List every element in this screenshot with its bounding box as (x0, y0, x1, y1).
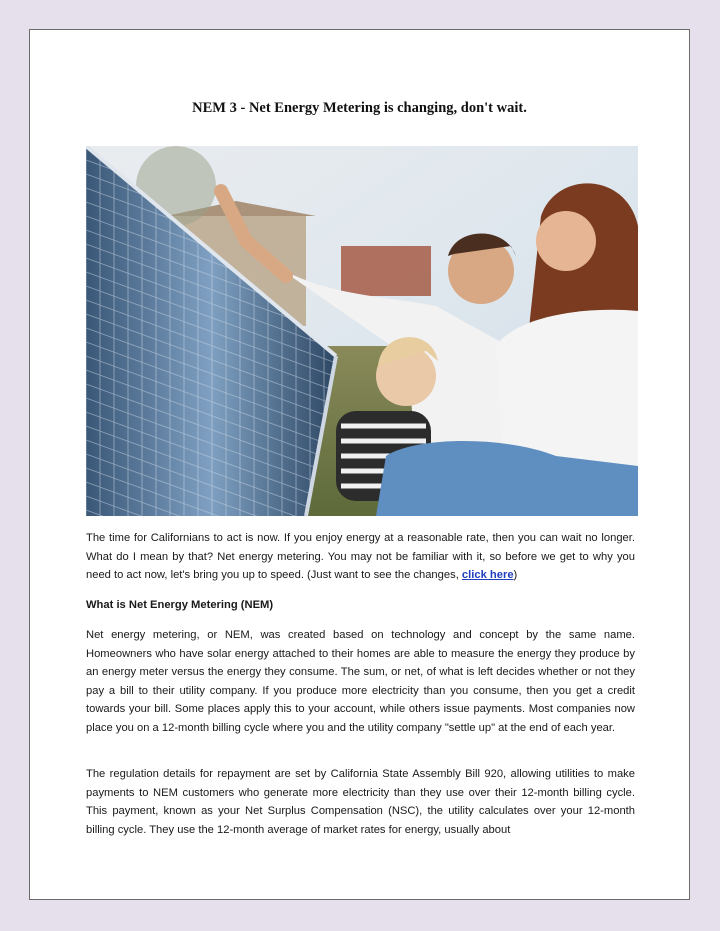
family-solar-panel-photo (86, 146, 638, 516)
intro-paragraph (86, 529, 635, 585)
paragraph-nem-definition: Net energy metering, or NEM, was created based on technology and concept by the same name. Homeowners who have solar energy attached to their homes are able to measure the energy they produce by an energy meter versus the energy they consume. The sum, or net, of what is left decides whether or not they pay a bill to their utility company. If you produce more electricity than you consume, then you get a credit towards your bill. Some places apply this to your account, while others issue payments. Most companies now place you on a 12-month billing cycle where you and the utility company "settle up" at the end of each year. (86, 629, 635, 734)
section-heading: What is Net Energy Metering (NEM) (86, 599, 274, 611)
paragraph-regulation: The regulation details for repayment are set by California State Assembly Bill 920, allowing utilities to make payments to NEM customers who generate more electricity than they use over their 12-month billing cycle. This payment, known as your Net Surplus Compensation (NSC), the utility calculates over your 12-month billing cycle. They use the 12-month average of market rates for energy, usually about (86, 768, 635, 836)
page-title: NEM 3 - Net Energy Metering is changing, don't wait. (192, 100, 527, 116)
click-here-link[interactable]: click here (461, 569, 514, 581)
intro-text: The time for Californians to act is now. If you enjoy energy at a reasonable rate, then you can wait no longer. What do I mean by that? Net energy metering. You may not be familiar with it, so before we get to why you need to act now, let's bring you up to speed. (Just want to see the changes, (86, 532, 635, 581)
intro-end: ) (513, 569, 518, 581)
document-page (29, 29, 690, 900)
